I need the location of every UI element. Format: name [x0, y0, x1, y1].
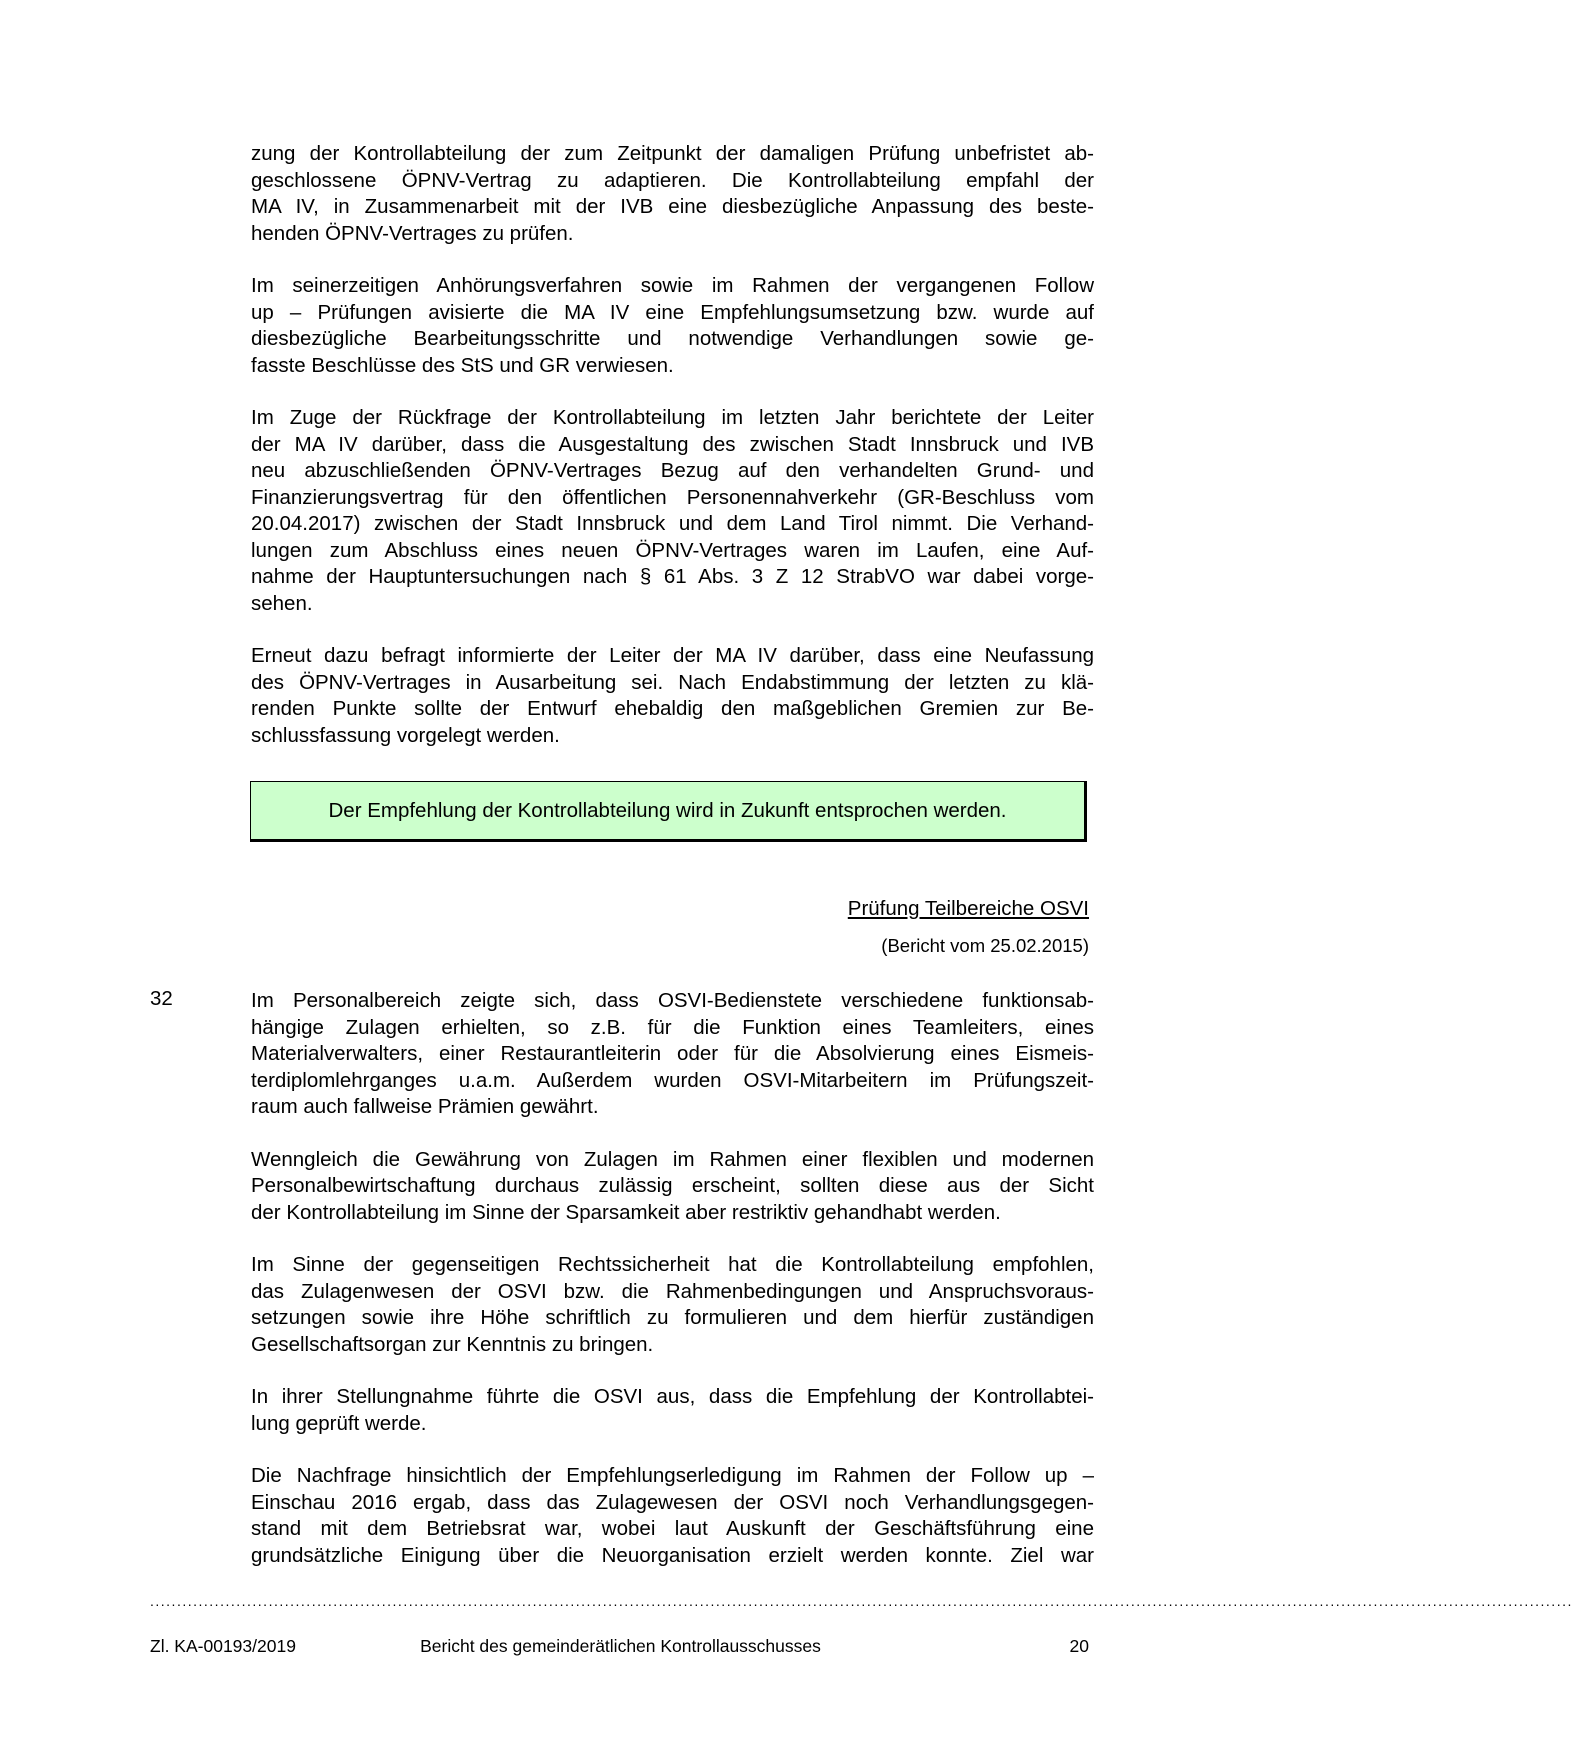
text-line: neu abzuschließenden ÖPNV-Vertrages Bezug auf den verhandelten Grund- und	[251, 459, 1094, 482]
text-line: hängige Zulagen erhielten, so z.B. für die Funktion eines Teamleiters, eines	[251, 1015, 1094, 1039]
text-line: Gesellschaftsorgan zur Kenntnis zu bringen.	[251, 1332, 654, 1356]
item-number: 32	[150, 987, 173, 1010]
text-line: der MA IV darüber, dass die Ausgestaltung des zwischen Stadt Innsbruck und IVB	[251, 432, 1094, 456]
text-line: terdiplomlehrganges u.a.m. Außerdem wurden OSVI-Mitarbeitern im Prüfungszeit-	[251, 1068, 1094, 1092]
text-line: grundsätzliche Einigung über die Neuorganisation erzielt werden konnte. Ziel war	[251, 1543, 1094, 1567]
text-line: diesbezügliche Bearbeitungsschritte und notwendige Verhandlungen sowie ge-	[251, 327, 1094, 350]
text-line: Personalbewirtschaftung durchaus zulässig erscheint, sollten diese aus der Sicht	[251, 1174, 1094, 1197]
section-title: Prüfung Teilbereiche OSVI	[847, 897, 1089, 920]
text-line: lungen zum Abschluss eines neuen ÖPNV-Vertrages waren im Laufen, eine Auf-	[251, 538, 1094, 562]
section-subtitle: (Bericht vom 25.02.2015)	[881, 935, 1089, 956]
text-line: Erneut dazu befragt informierte der Leiter der MA IV darüber, dass eine Neufassung	[251, 644, 1094, 667]
paragraph	[251, 273, 1094, 379]
text-line: Materialverwalters, einer Restaurantleiterin oder für die Absolvierung eines Eismeis-	[251, 1042, 1094, 1065]
text-line: das Zulagenwesen der OSVI bzw. die Rahmenbedingungen und Anspruchsvoraus-	[251, 1279, 1094, 1303]
recommendation-callout-box	[250, 781, 1087, 842]
text-line: stand mit dem Betriebsrat war, wobei laut Auskunft der Geschäftsführung eine	[251, 1517, 1094, 1540]
text-line: nahme der Hauptuntersuchungen nach § 61 Abs. 3 Z 12 StrabVO war dabei vorge-	[251, 565, 1094, 588]
text-line: Einschau 2016 ergab, dass das Zulagewesen der OSVI noch Verhandlungsgegen-	[251, 1490, 1094, 1514]
text-line: lung geprüft werde.	[251, 1411, 427, 1435]
text-line: Finanzierungsvertrag für den öffentlichen Personennahverkehr (GR-Beschluss vom	[251, 485, 1094, 509]
text-line: zung der Kontrollabteilung der zum Zeitpunkt der damaligen Prüfung unbefristet ab-	[251, 142, 1094, 165]
paragraph	[251, 141, 1094, 247]
paragraph	[251, 1384, 1094, 1437]
callout-text: Der Empfehlung der Kontrollabteilung wird in Zukunft entsprochen werden.	[328, 798, 1007, 822]
text-line: MA IV, in Zusammenarbeit mit der IVB eine diesbezügliche Anpassung des beste-	[251, 195, 1094, 218]
text-line: Im Personalbereich zeigte sich, dass OSVI-Bedienstete verschiedene funktionsab-	[251, 989, 1094, 1012]
text-line: renden Punkte sollte der Entwurf ehebaldig den maßgeblichen Gremien zur Be-	[251, 697, 1094, 720]
paragraph	[251, 1463, 1094, 1569]
text-line: setzungen sowie ihre Höhe schriftlich zu formulieren und dem hierfür zuständigen	[251, 1306, 1094, 1329]
text-line: Wenngleich die Gewährung von Zulagen im Rahmen einer flexiblen und modernen	[251, 1147, 1094, 1171]
text-line: henden ÖPNV-Vertrages zu prüfen.	[251, 221, 574, 245]
paragraph	[251, 988, 1094, 1121]
text-line: Im seinerzeitigen Anhörungsverfahren sowie im Rahmen der vergangenen Follow	[251, 274, 1094, 297]
footer-reference: Zl. KA-00193/2019	[150, 1636, 296, 1656]
paragraph	[251, 1147, 1094, 1227]
text-line: des ÖPNV-Vertrages in Ausarbeitung sei. Nach Endabstimmung der letzten zu klä-	[251, 670, 1094, 694]
text-line: geschlossene ÖPNV-Vertrag zu adaptieren. Die Kontrollabteilung empfahl der	[251, 168, 1094, 192]
text-line: schlussfassung vorgelegt werden.	[251, 723, 560, 747]
page-number: 20	[1069, 1636, 1089, 1656]
footer-dotted-rule: ........................................................................................................................................................................................................................................................................	[150, 1593, 1573, 1609]
text-line: raum auch fallweise Prämien gewährt.	[251, 1095, 599, 1118]
top-text-block	[251, 141, 1094, 749]
text-line: der Kontrollabteilung im Sinne der Sparsamkeit aber restriktiv gehandhabt werden.	[251, 1200, 1001, 1224]
text-line: up – Prüfungen avisierte die MA IV eine Empfehlungsumsetzung bzw. wurde auf	[251, 300, 1094, 324]
paragraph	[251, 643, 1094, 749]
paragraph	[251, 1252, 1094, 1358]
footer-title: Bericht des gemeinderätlichen Kontrollausschusses	[420, 1636, 821, 1656]
text-line: fasste Beschlüsse des StS und GR verwiesen.	[251, 353, 674, 377]
text-line: Die Nachfrage hinsichtlich der Empfehlungserledigung im Rahmen der Follow up –	[251, 1464, 1094, 1487]
paragraph	[251, 405, 1094, 617]
bottom-text-block	[251, 988, 1094, 1569]
text-line: sehen.	[251, 591, 313, 615]
text-line: 20.04.2017) zwischen der Stadt Innsbruck und dem Land Tirol nimmt. Die Verhand-	[251, 512, 1094, 535]
text-line: Im Zuge der Rückfrage der Kontrollabteilung im letzten Jahr berichtete der Leiter	[251, 406, 1094, 429]
text-line: In ihrer Stellungnahme führte die OSVI aus, dass die Empfehlung der Kontrollabtei-	[251, 1385, 1094, 1408]
text-line: Im Sinne der gegenseitigen Rechtssicherheit hat die Kontrollabteilung empfohlen,	[251, 1253, 1094, 1276]
